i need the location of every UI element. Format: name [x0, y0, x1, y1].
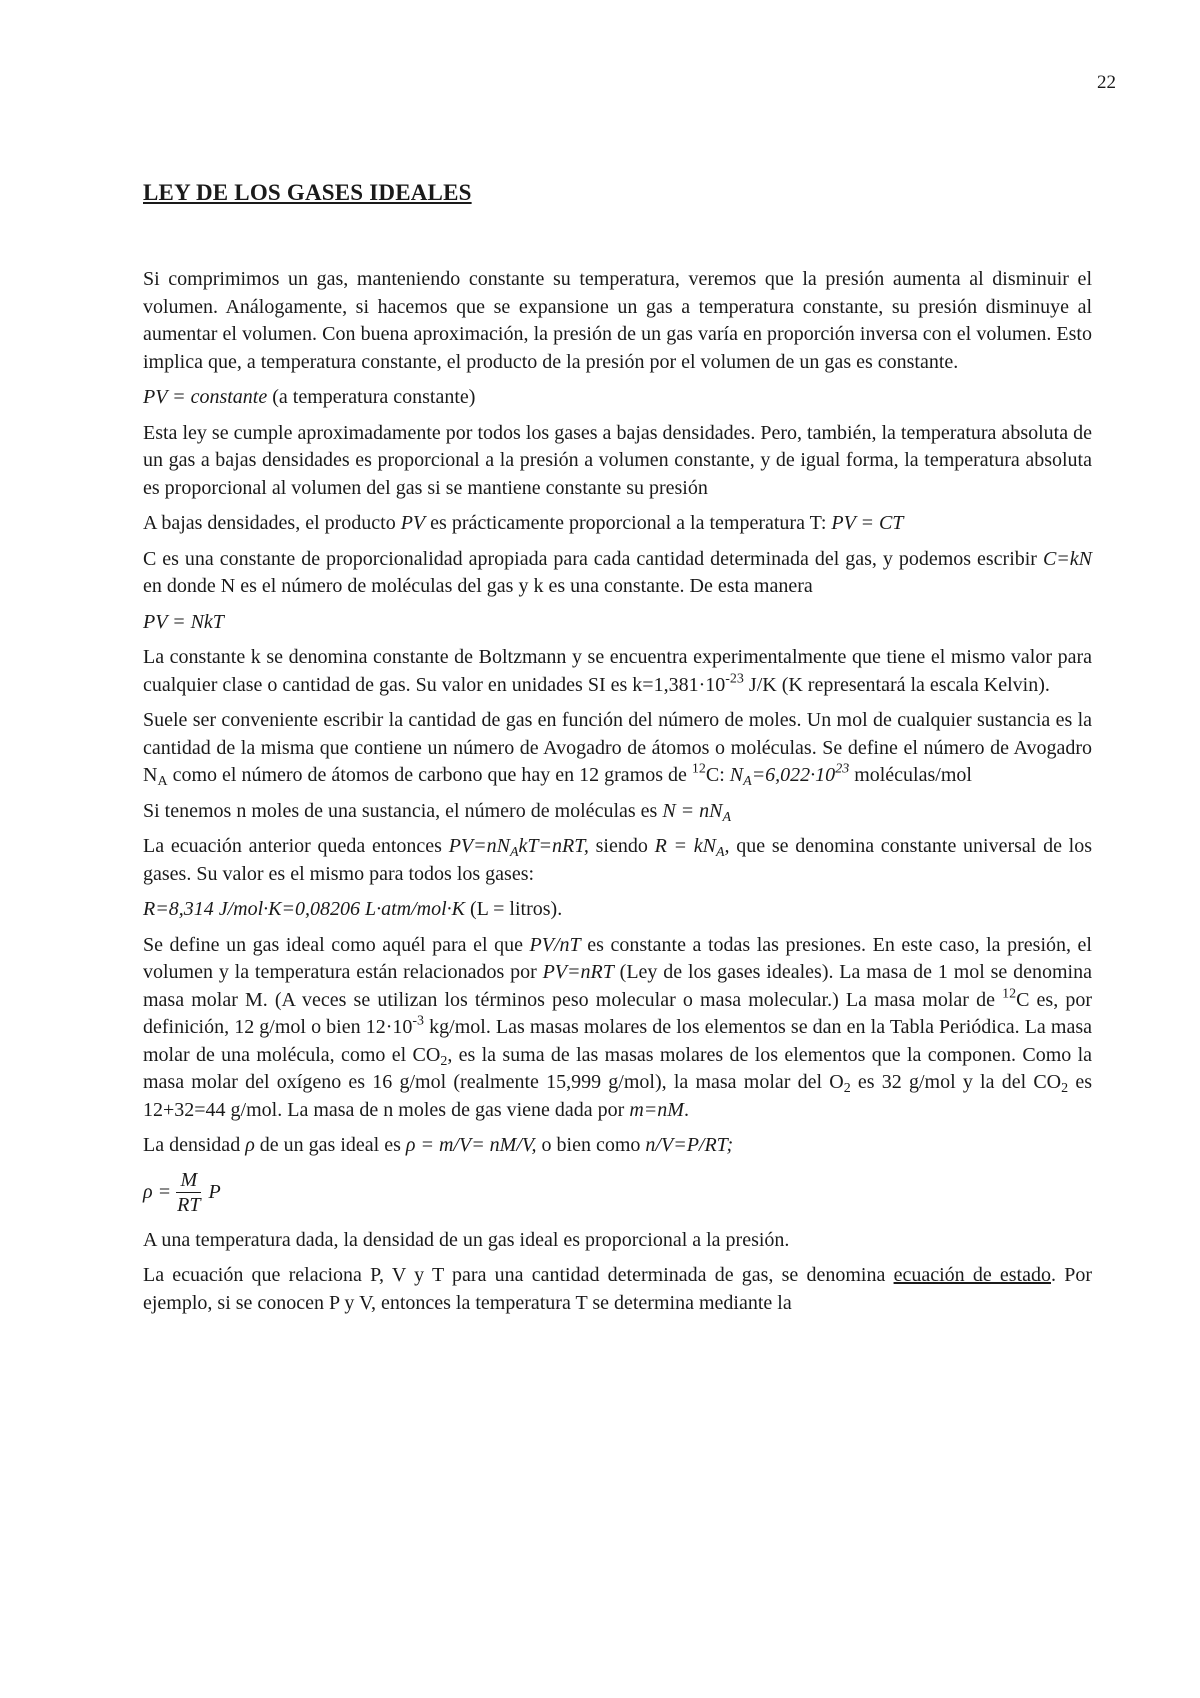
text: La constante k se denomina constante de Boltzmann y se encuentra experimentalmente que tiene el mismo valor para cualquier clase o cantidad de gas. Su valor en unidades SI es k=1,381·10: [143, 646, 1092, 696]
text: La densidad: [143, 1134, 246, 1156]
text: o bien como: [536, 1134, 646, 1156]
subscript: 2: [843, 1081, 851, 1097]
formula: ρ = m/V= nM/V,: [405, 1134, 537, 1156]
formula: m=nM: [629, 1098, 684, 1121]
document-body: [143, 180, 1092, 1325]
formula: [448, 835, 589, 861]
text: siendo: [588, 835, 655, 857]
subscript: A: [157, 774, 168, 790]
subscript: 2: [1061, 1081, 1069, 1097]
paragraph-13: [143, 1262, 1092, 1317]
formula: [654, 835, 730, 861]
symbol: kT=nRT,: [518, 835, 589, 857]
text: de un gas ideal es: [254, 1134, 406, 1156]
text: La ecuación anterior queda entonces: [143, 835, 449, 857]
text: kg/mol. Las masas molares de los elementos se dan en la Tabla Periódica. La masa molar de una molécula, como el CO: [143, 1016, 1092, 1066]
text: A bajas densidades, el producto: [143, 512, 401, 534]
paragraph-7: [143, 798, 1092, 826]
symbol: N: [729, 764, 744, 786]
paragraph-12: A una temperatura dada, la densidad de un gas ideal es proporcional a la presión.: [143, 1228, 790, 1251]
formula: C=kN: [1042, 547, 1092, 570]
equation-pv-constant: [143, 384, 1092, 412]
numerator: M: [176, 1168, 201, 1193]
text: es prácticamente proporcional a la temperatura T:: [425, 512, 832, 534]
formula-note: (a temperatura constante): [267, 386, 476, 408]
page-number: 22: [1097, 72, 1116, 93]
text: (L = litros).: [465, 898, 563, 920]
text: J/K (K representará la escala Kelvin).: [743, 673, 1050, 696]
paragraph-2: Esta ley se cumple aproximadamente por todos los gases a bajas densidades. Pero, también, la temperatura absoluta de un gas a bajas densidades es proporcional a la presión a volumen constante, y de igual forma, la temperatura absoluta es proporcional al volumen del gas si se mantiene constante su presión: [143, 421, 1092, 499]
text: es constante a todas las presiones. En este caso, la presión, el volumen y la temperatura están relacionados por: [143, 933, 1092, 983]
symbol: PV=nN: [448, 835, 510, 857]
subscript: A: [715, 845, 725, 861]
superscript: 12: [691, 761, 706, 777]
paragraph-1: Si comprimimos un gas, manteniendo constante su temperatura, veremos que la presión aumenta al disminuir el volumen. Análogamente, si hacemos que se expansione un gas a temperatura constante, su presión disminuye al aumentar el volumen. Con buena aproximación, la presión de un gas varía en proporción inversa con el volumen. Esto implica que, a temperatura constante, el producto de la presión por el volumen de un gas es constante.: [143, 268, 1092, 373]
text: Si tenemos n moles de una sustancia, el número de moléculas es: [143, 799, 663, 822]
text: como el número de átomos de carbono que hay en 12 gramos de: [167, 764, 692, 786]
text: moléculas/mol: [849, 764, 972, 786]
rhs: P: [208, 1180, 221, 1203]
superscript: 12: [1002, 986, 1017, 1002]
text: que se denomina constante universal de los gases. Su valor es el mismo para todos los gases:: [143, 835, 1093, 885]
equation-pv-nkt: PV = NkT: [143, 610, 224, 633]
paragraph-9: [143, 896, 1092, 924]
text: . Por ejemplo, si se conocen P y V, entonces la temperatura T se determina mediante la: [143, 1264, 1092, 1314]
exponent: -23: [725, 671, 744, 687]
formula: PV/nT: [529, 933, 581, 956]
symbol: ,: [724, 835, 730, 857]
section-title: LEY DE LOS GASES IDEALES: [143, 180, 472, 205]
subscript: A: [743, 774, 752, 790]
value: =6,022·10: [751, 764, 836, 786]
symbol: R = kN: [654, 835, 716, 857]
text: La ecuación que relaciona P, V y T para una cantidad determinada de gas, se denomina: [143, 1264, 894, 1286]
text: C:: [705, 764, 730, 786]
equation-density: [143, 1168, 1092, 1217]
text: .: [683, 1098, 689, 1121]
text: es 12+32=44 g/mol. La masa de n moles de gas viene dada por: [143, 1071, 1092, 1121]
formula: PV = constante: [143, 386, 268, 408]
denominator: RT: [177, 1193, 201, 1216]
paragraph-6: [143, 707, 1092, 790]
text: (Ley de los gases ideales). La masa de 1 mol se denomina masa molar M. (A veces se utilizan los términos peso molecular o masa molecular.) La masa molar de: [143, 961, 1092, 1011]
formula: [729, 761, 850, 790]
text: C es, por definición, 12 g/mol o bien 12·10: [143, 988, 1093, 1038]
exponent: 23: [835, 761, 850, 777]
text: en donde N es el número de moléculas del gas y k es una constante. De esta manera: [143, 575, 813, 597]
subscript: A: [509, 845, 519, 861]
lhs: ρ =: [143, 1180, 172, 1203]
fraction: [173, 1168, 204, 1217]
text: Suele ser conveniente escribir la cantidad de gas en función del número de moles. Un mol de cualquier sustancia es la cantidad de la misma que contiene un número de Avogadro de átomos o moléculas. Se define el número de Avogadro N: [143, 709, 1092, 786]
formula: [662, 799, 732, 825]
paragraph-4: [143, 546, 1092, 601]
symbol: N = nN: [662, 799, 723, 822]
text: , es la suma de las masas molares de los elementos que la componen. Como la masa molar del oxígeno es 16 g/mol (realmente 15,999 g/mol), la masa molar del O: [143, 1043, 1093, 1093]
paragraph-10: [143, 932, 1092, 1125]
paragraph-3: [143, 510, 1092, 538]
underlined-term: ecuación de estado: [893, 1264, 1051, 1286]
rho-symbol: ρ: [245, 1134, 255, 1156]
subscript: 2: [440, 1053, 448, 1069]
formula: PV: [400, 512, 426, 534]
text: C es una constante de proporcionalidad apropiada para cada cantidad determinada del gas, y podemos escribir: [143, 547, 1043, 570]
paragraph-11: [143, 1132, 1092, 1160]
exponent: -3: [412, 1013, 425, 1029]
formula: n/V=P/RT;: [645, 1134, 734, 1156]
formula: PV = CT: [831, 512, 904, 534]
formula: PV=nRT: [542, 961, 614, 983]
text: es 32 g/mol y la del CO: [850, 1071, 1062, 1093]
paragraph-8: [143, 833, 1092, 888]
paragraph-5: [143, 644, 1092, 699]
text: Se define un gas ideal como aquél para el que: [143, 933, 530, 956]
formula: R=8,314 J/mol·K=0,08206 L·atm/mol·K: [143, 898, 466, 920]
subscript: A: [722, 809, 732, 825]
